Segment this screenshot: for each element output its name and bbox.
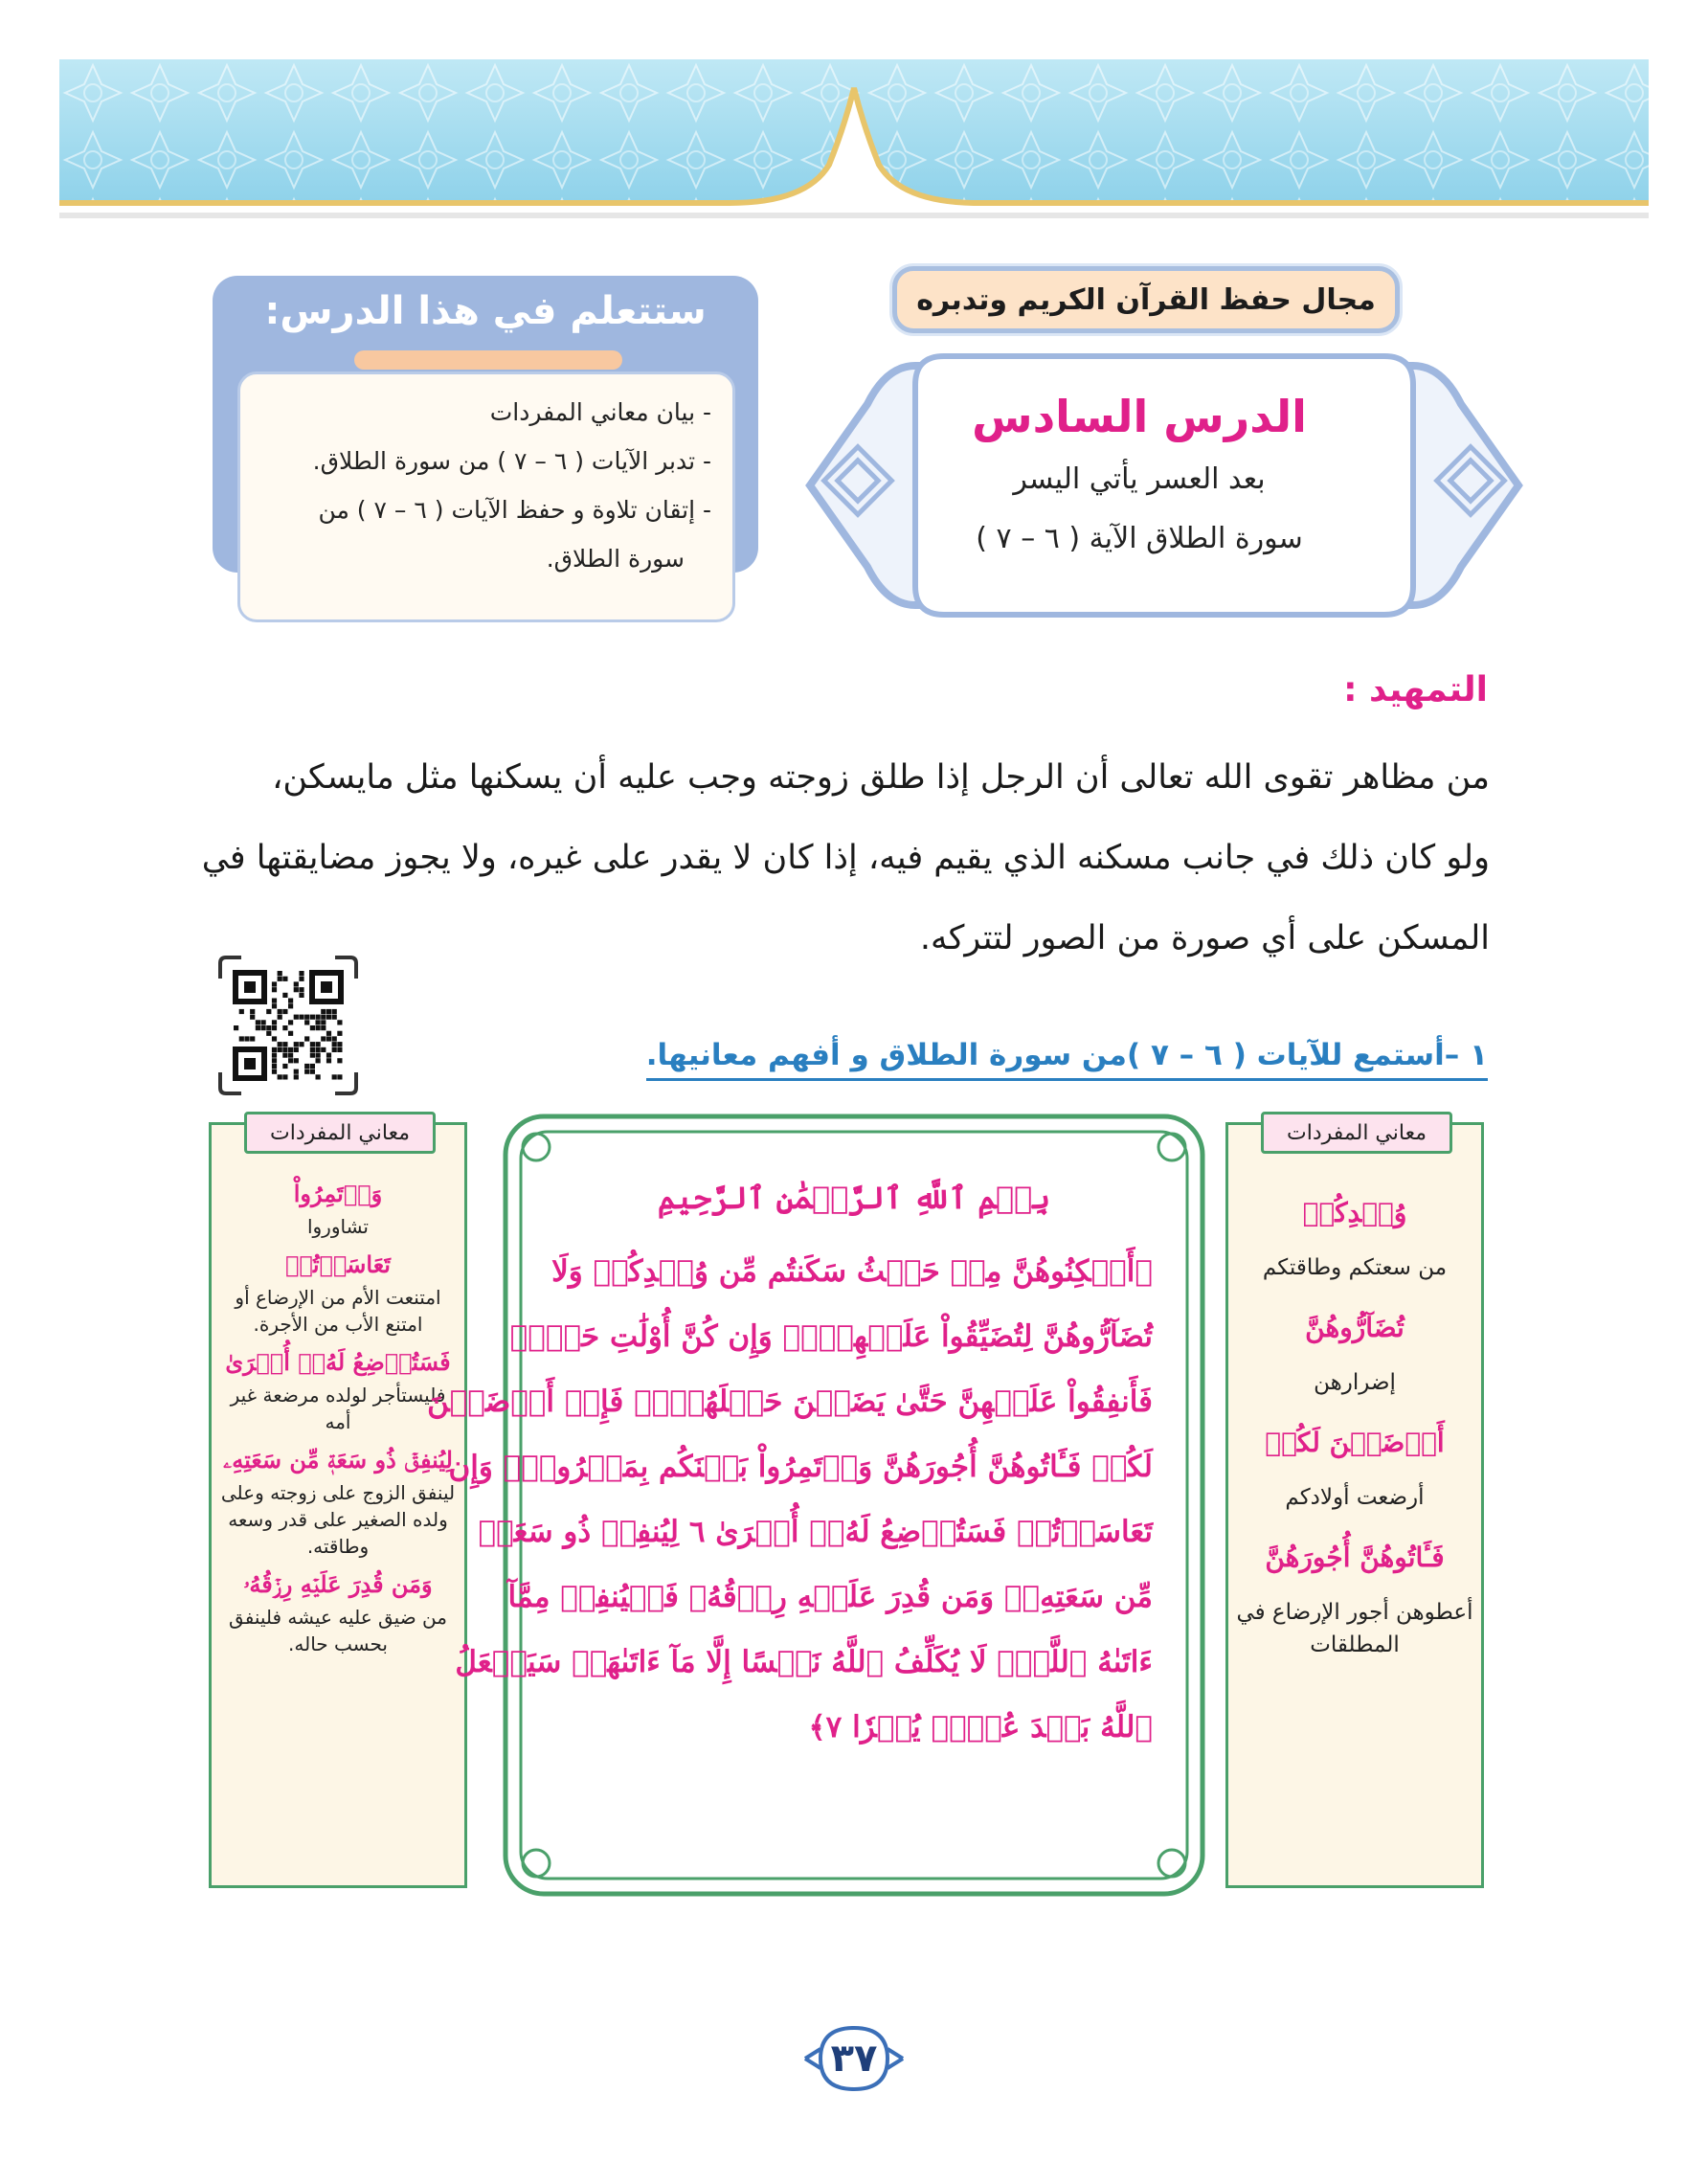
intro-heading: التمهيد : xyxy=(1343,670,1488,709)
activity-instruction: ١ –أستمع للآيات ( ٦ – ٧ )من سورة الطلاق و أفهم معانيها. xyxy=(646,1038,1488,1081)
objectives-title: ستتعلم في هذا الدرس: xyxy=(264,289,707,333)
page-number: ٣٧ xyxy=(830,2037,878,2081)
vocab-label: معاني المفردات xyxy=(244,1112,436,1154)
vocab-panel-left xyxy=(209,1122,467,1888)
ayah-line: ﴿أَسۡكِنُوهُنَّ مِنۡ حَيۡثُ سَكَنتُم مِّن وُجۡدِكُمۡ وَلَا xyxy=(551,1254,1153,1289)
intro-line: المسكن على أي صورة من الصور لتتركه. xyxy=(919,919,1490,957)
quran-verses xyxy=(427,1157,1153,1760)
ayah-line: ٱللَّهُ بَعۡدَ عُسۡرٖ يُسۡرٗا ٧﴾ xyxy=(808,1710,1153,1745)
vocab-word: فَـَٔاتُوهُنَّ أُجُورَهُنَّ xyxy=(1265,1542,1445,1573)
page-number-badge xyxy=(801,2020,907,2097)
ayah-line: فَأَنفِقُواْ عَلَيۡهِنَّ حَتَّىٰ يَضَعۡنَ حَمۡلَهُنَّۚ فَإِنۡ أَرۡضَعۡنَ xyxy=(427,1384,1153,1419)
objective-item: سورة الطلاق. xyxy=(546,545,685,573)
vocab-label: معاني المفردات xyxy=(1261,1112,1452,1154)
ayah-line: مِّن سَعَتِهِۦۖ وَمَن قُدِرَ عَلَيۡهِ رِزۡقُهُۥ فَلۡيُنفِقۡ مِمَّآ xyxy=(507,1580,1153,1614)
objectives-title-bar xyxy=(354,350,622,370)
vocab-word: وَأۡتَمِرُواْ xyxy=(293,1180,383,1207)
intro-line: من مظاهر تقوى الله تعالى أن الرجل إذا طلق زوجته وجب عليه أن يسكنها مثل مايسكن، xyxy=(272,758,1490,797)
vocab-meaning: أعطوهن أجور الإرضاع في المطلقات xyxy=(1236,1600,1473,1657)
ayah-line: ءَاتَىٰهُ ٱللَّهُۚ لَا يُكَلِّفُ ٱللَّهُ نَفۡسًا إِلَّا مَآ ءَاتَىٰهَاۚ سَيَجۡعَلُ xyxy=(455,1645,1153,1679)
qr-code[interactable] xyxy=(213,950,364,1101)
lesson-reference: سورة الطلاق الآية ( ٦ – ٧ ) xyxy=(976,522,1303,555)
vocab-word: أَرۡضَعۡنَ لَكُمۡ xyxy=(1265,1427,1445,1458)
field-label: مجال حفظ القرآن الكريم وتدبره xyxy=(892,266,1400,333)
vocab-word: وَمَن قُدِرَ عَلَيۡهِ رِزۡقُهُۥ xyxy=(243,1570,433,1598)
lesson-title: الدرس السادس xyxy=(972,391,1307,442)
vocab-meaning: فليستأجر لولده مرضعة غير أمه xyxy=(230,1384,446,1433)
header-ornament xyxy=(59,59,1649,241)
vocab-meaning: أرضعت أولادكم xyxy=(1285,1485,1425,1510)
objective-item: - تدبر الآيات ( ٦ – ٧ ) من سورة الطلاق. xyxy=(312,447,711,475)
lesson-info xyxy=(919,383,1360,569)
vocab-meaning: إضرارهن xyxy=(1314,1370,1396,1395)
vocab-word: فَسَتُرۡضِعُ لَهُۥٓ أُخۡرَىٰ xyxy=(225,1348,451,1376)
ayah-line: تُضَآرُّوهُنَّ لِتُضَيِّقُواْ عَلَيۡهِنَّۚ وَإِن كُنَّ أُوْلَٰتِ حَمۡلٖ xyxy=(509,1319,1153,1354)
vocab-meaning: تشاوروا xyxy=(306,1215,370,1238)
objectives-list xyxy=(237,371,735,622)
vocab-panel-right xyxy=(1225,1122,1484,1888)
ayah-line: تَعَاسَرۡتُمۡ فَسَتُرۡضِعُ لَهُۥٓ أُخۡرَىٰ ٦ لِيُنفِقۡ ذُو سَعَةٖ xyxy=(478,1515,1153,1549)
objective-item: - بيان معاني المفردات xyxy=(489,398,711,426)
vocab-word: لِيُنفِقۡ ذُو سَعَةٖ مِّن سَعَتِهِۦ xyxy=(223,1446,453,1474)
lesson-subtitle: بعد العسر يأتي اليسر xyxy=(1013,462,1266,496)
intro-paragraph xyxy=(201,737,1490,979)
objective-item: - إتقان تلاوة و حفظ الآيات ( ٦ – ٧ ) من xyxy=(318,496,711,524)
vocab-meaning: لينفق الزوج على زوجته وعلى ولده الصغير على قدر وسعه وطاقته. xyxy=(220,1481,456,1558)
vocab-meaning: امتنعت الأم من الإرضاع أو امتنع الأب من الأجرة. xyxy=(235,1286,441,1336)
vocab-meaning: من ضيق عليه عيشه فلينفق بحسب حاله. xyxy=(229,1606,447,1655)
vocab-meaning: من سعتكم وطاقتكم xyxy=(1262,1255,1448,1280)
basmala: بِسۡمِ ٱللَّهِ ٱلرَّحۡمَٰنِ ٱلرَّحِيمِ xyxy=(657,1180,1051,1216)
vocab-word: تُضَآرُّوهُنَّ xyxy=(1305,1312,1405,1343)
objectives-box xyxy=(213,276,758,573)
vocab-word: وُجۡدِكُمۡ xyxy=(1302,1197,1407,1228)
intro-line: ولو كان ذلك في جانب مسكنه الذي يقيم فيه، إذا كان لا يقدر على غيره، ولا يجوز مضايقتها في xyxy=(201,839,1490,877)
vocab-word: تَعَاسَرۡتُمۡ xyxy=(285,1250,391,1278)
ayah-line: لَكُمۡ فَـَٔاتُوهُنَّ أُجُورَهُنَّ وَأۡتَمِرُواْ بَيۡنَكُم بِمَعۡرُوفٖۖ وَإِن xyxy=(448,1450,1153,1484)
